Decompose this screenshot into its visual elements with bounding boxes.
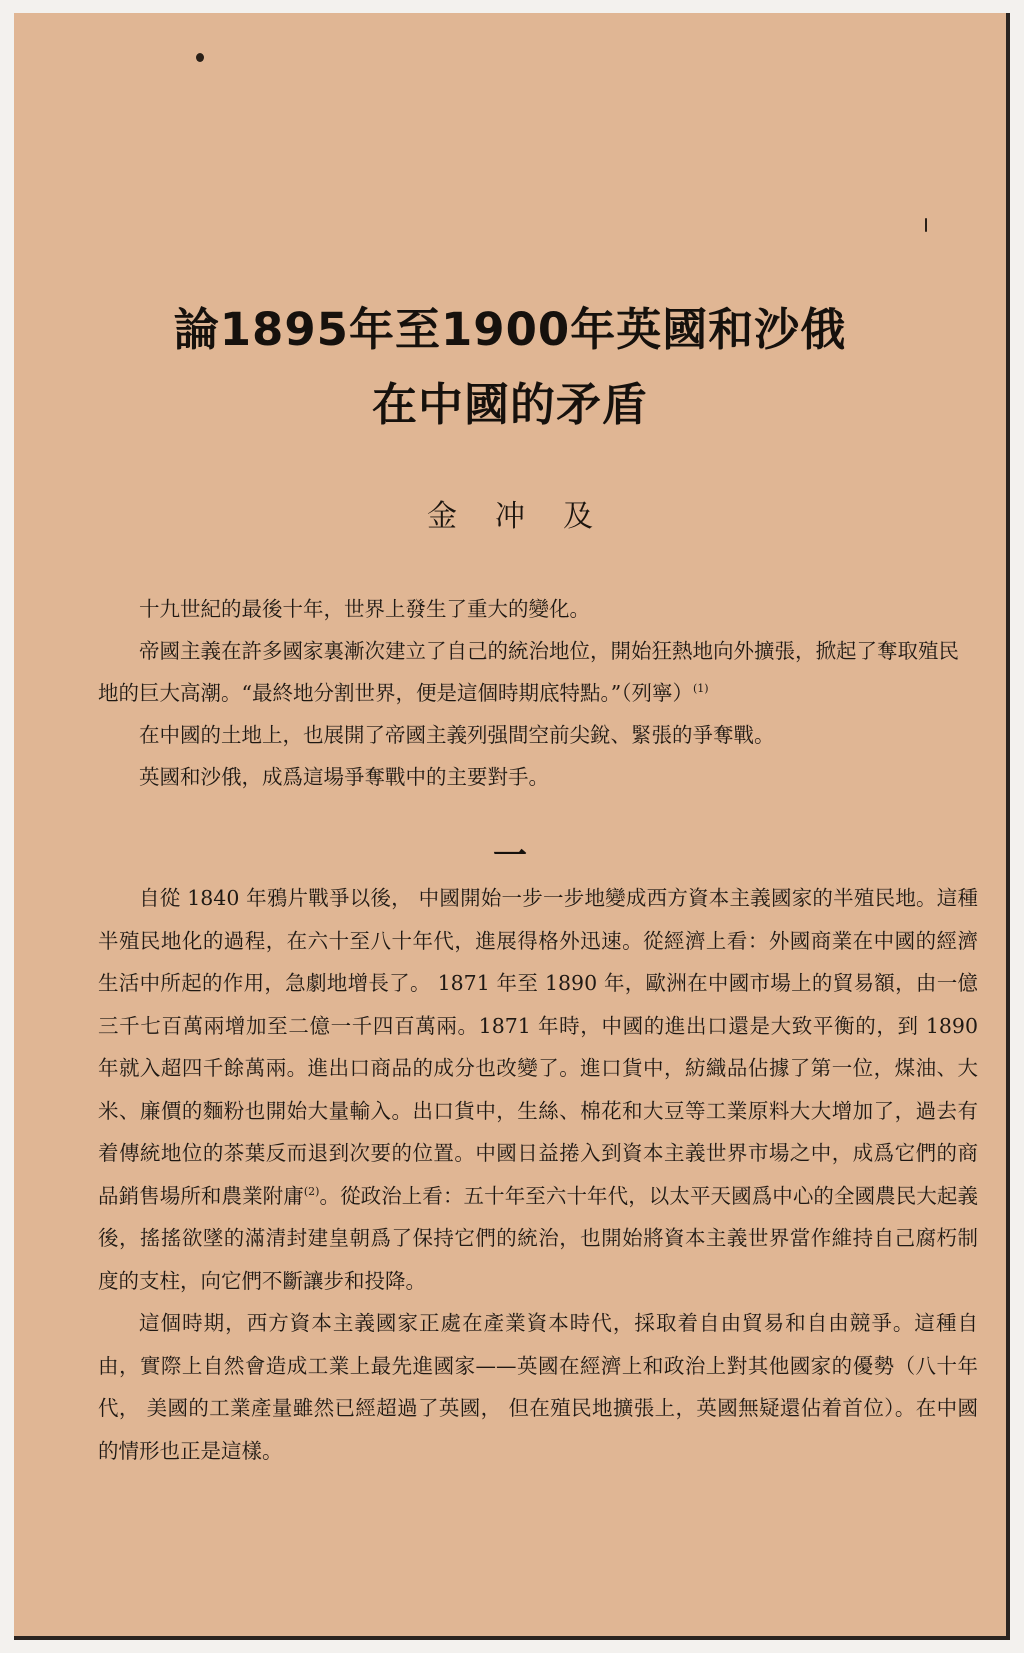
document-page — [14, 13, 1010, 1640]
intro-paragraph-1: 十九世紀的最後十年，世界上發生了重大的變化。 — [139, 597, 590, 621]
intro-paragraph-2-text: 帝國主義在許多國家裏漸次建立了自己的統治地位，開始狂熱地向外擴張，掀起了奪取殖民地的巨大高潮。“最終地分割世界，便是這個時期底特點。”（列寧） — [98, 639, 959, 705]
section-number: 一 — [493, 836, 527, 876]
article-title-line-2: 在中國的矛盾 — [371, 378, 648, 431]
body-paragraph-2: 這個時期，西方資本主義國家正處在產業資本時代，採取着自由貿易和自由競爭。這種自由，實際上自然會造成工業上最先進國家——英國在經濟上和政治上對其他國家的優勢（八十年代， 美國的工業產量雖然已經超過了英國， 但在殖民地擴張上，英國無疑還佔着首位）。在中國的情形也正是這樣。 — [98, 1311, 978, 1463]
body-section — [98, 877, 978, 1472]
author-name: 金冲及 — [427, 499, 631, 534]
ink-speck — [925, 218, 927, 232]
article-title-line-1: 論1895年至1900年英國和沙俄 — [173, 303, 847, 356]
body-paragraph-1 — [98, 877, 978, 1302]
ink-speck — [196, 53, 204, 62]
footnote-marker-2: (2) — [303, 1184, 320, 1198]
intro-section — [98, 588, 978, 798]
intro-paragraph-4: 英國和沙俄，成爲這場爭奪戰中的主要對手。 — [139, 765, 549, 789]
intro-paragraph-2 — [98, 630, 978, 714]
intro-paragraph-3: 在中國的土地上，也展開了帝國主義列强間空前尖銳、緊張的爭奪戰。 — [139, 723, 775, 747]
body-paragraph-1-part-b: 。從政治上看：五十年至六十年代，以太平天國爲中心的全國農民大起義後，搖搖欲墜的滿清封建皇朝爲了保持它們的統治，也開始將資本主義世界當作維持自己腐朽制度的支柱，向它們不斷讓步和投降。 — [98, 1183, 978, 1293]
body-paragraph-1-part-a: 自從 1840 年鴉片戰爭以後， 中國開始一步一步地變成西方資本主義國家的半殖民地。這種半殖民地化的過程，在六十至八十年代，進展得格外迅速。從經濟上看：外國商業在中國的經濟生活中所起的作用，急劇地增長了。 1871 年至 1890 年，歐洲在中國市場上的貿易額，由一億三千七百萬兩增加至二億一千四百萬兩。1871 年時，中國的進出口還是大致平衡的，到 1890 年就入超四千餘萬兩。進出口商品的成分也改變了。進口貨中，紡織品佔據了第一位，煤油、大米、廉價的麵粉也開始大量輸入。出口貨中，生絲、棉花和大豆等工業原料大大增加了，過去有着傳統地位的茶葉反而退到次要的位置。中國日益捲入到資本主義世界市場之中，成爲它們的商品銷售場所和農業附庸 — [98, 886, 978, 1208]
footnote-marker-1: (1) — [692, 682, 709, 696]
